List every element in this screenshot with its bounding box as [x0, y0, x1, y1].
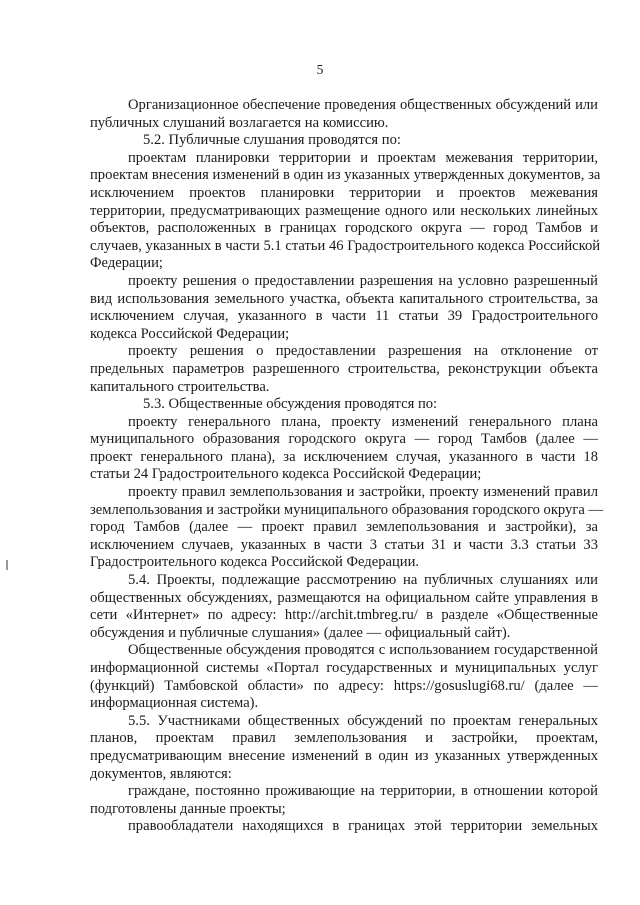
text-line: исключением случаев, указанных в части 3 статьи 31 и части 3.3 статьи 33: [90, 536, 598, 553]
text-line: муниципального образования городского округа — город Тамбов (далее —: [90, 431, 598, 448]
text-line: случаев, указанных в части 5.1 статьи 46 Градостроительного кодекса Российской: [90, 237, 601, 254]
text-line: проект генерального плана), за исключением случая, указанного в части 18: [90, 448, 598, 465]
paragraph-p6: [90, 396, 598, 414]
text-line: предусматривающим внесение изменений в один из указанных утвержденных: [90, 747, 598, 764]
paragraph-p7: [90, 414, 598, 484]
paragraph-p3: [90, 149, 601, 273]
text-line: Федерации;: [90, 255, 163, 272]
text-line: проекту правил землепользования и застройки, проекту изменений правил: [128, 484, 598, 501]
text-line: проектам планировки территории и проектам межевания территории,: [128, 149, 598, 166]
text-line: публичных слушаний возлагается на комиссию.: [90, 114, 389, 131]
text-line: Градостроительного кодекса Российской Федерации.: [90, 554, 420, 571]
paragraph-p4: [90, 273, 598, 343]
text-line: правообладатели находящихся в границах этой территории земельных: [128, 818, 598, 835]
text-line: проекту решения о предоставлении разрешения на условно разрешенный: [128, 272, 598, 289]
text-line: подготовлены данные проекты;: [90, 800, 286, 817]
text-line: исключением проектов планировки территории и проектов межевания: [90, 184, 598, 201]
text-line: информационная система).: [90, 695, 259, 712]
scan-margin-mark: [6, 560, 8, 570]
paragraph-p5: [90, 343, 598, 396]
paragraph-p11: [90, 713, 598, 783]
text-line: проектам внесения изменений в один из указанных утвержденных документов, за: [90, 167, 601, 184]
paragraph-p8: [90, 484, 604, 572]
text-line: предельных параметров разрешенного строительства, реконструкции объекта: [90, 360, 598, 377]
text-line: проекту решения о предоставлении разрешения на отклонение от: [128, 343, 598, 360]
paragraph-p2: [90, 132, 598, 150]
text-line: сети «Интернет» по адресу: http://archit.tmbreg.ru/ в разделе «Общественные: [90, 607, 598, 624]
text-line: статьи 24 Градостроительного кодекса Российской Федерации;: [90, 466, 482, 483]
text-line: 5.4. Проекты, подлежащие рассмотрению на публичных слушаниях или: [128, 572, 598, 589]
text-line: 5.3. Общественные обсуждения проводятся по:: [143, 396, 438, 413]
text-line: проекту генерального плана, проекту изменений генерального плана: [128, 413, 598, 430]
page-number: 5: [316, 62, 324, 77]
text-line: территории, предусматривающих размещение одного или нескольких линейных: [90, 202, 598, 219]
text-line: город Тамбов (далее — проект правил землепользования и застройки), за: [90, 519, 598, 536]
text-line: Общественные обсуждения проводятся с использованием государственной: [128, 642, 598, 659]
text-line: вид использования земельного участка, объекта капитального строительства, за: [90, 290, 598, 307]
text-line: землепользования и застройки муниципального образования городского округа —: [90, 501, 604, 518]
text-line: информационной системы «Портал государственных и муниципальных услуг: [90, 660, 598, 676]
text-line: (функций) Тамбовской области» по адресу: https://gosuslugi68.ru/ (далее —: [90, 677, 598, 694]
text-line: кодекса Российской Федерации;: [90, 325, 290, 342]
paragraph-p1: [90, 97, 598, 132]
text-line: документов, являются:: [90, 765, 232, 782]
text-line: капитального строительства.: [90, 378, 270, 395]
text-line: планов, проектам правил землепользования и застройки, проектам,: [90, 730, 598, 747]
paragraph-p13: [90, 818, 598, 836]
text-line: обсуждения и публичные слушания» (далее — официальный сайт).: [90, 624, 511, 641]
text-line: Организационное обеспечение проведения общественных обсуждений или: [128, 97, 598, 113]
text-line: общественных обсуждениях, размещаются на официальном сайте управления в: [90, 589, 598, 606]
text-line: 5.2. Публичные слушания проводятся по:: [143, 132, 401, 149]
text-line: объектов, расположенных в границах городского округа — город Тамбов и: [90, 220, 598, 237]
text-line: 5.5. Участниками общественных обсуждений по проектам генеральных: [128, 712, 598, 729]
paragraph-p10: [90, 642, 598, 712]
text-line: исключением случая, указанного в части 11 статьи 39 Градостроительного: [90, 308, 598, 325]
paragraph-p12: [90, 783, 598, 818]
paragraph-p9: [90, 572, 598, 642]
document-body: [90, 97, 604, 836]
text-line: граждане, постоянно проживающие на территории, в отношении которой: [128, 783, 598, 800]
